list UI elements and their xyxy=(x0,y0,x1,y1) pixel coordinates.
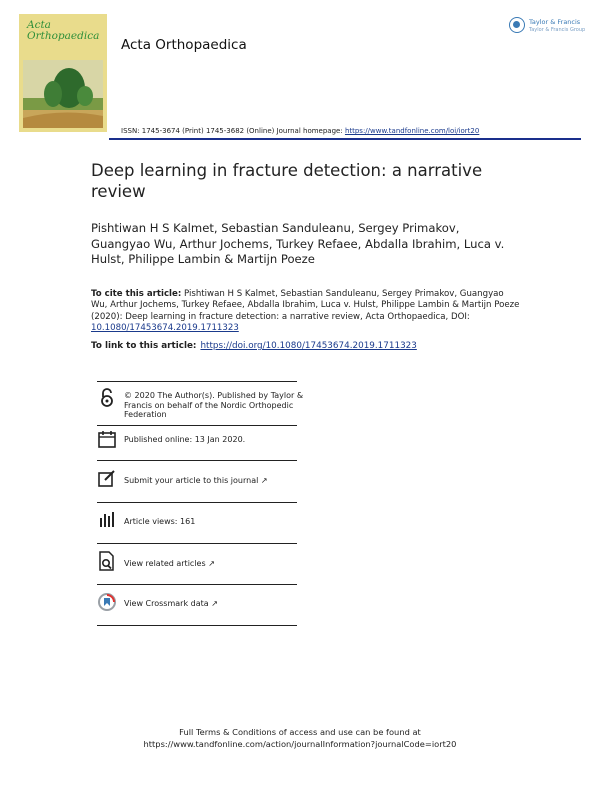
publisher-group: Taylor & Francis Group xyxy=(529,27,586,33)
journal-cover xyxy=(19,14,107,132)
citation-doi-link[interactable]: 10.1080/17453674.2019.1711323 xyxy=(91,323,239,334)
info-divider xyxy=(97,425,297,426)
article-authors: Pishtiwan H S Kalmet, Sebastian Sanduleanu, Sergey Primakov, Guangyao Wu, Arthur Jochems, Turkey Refaee, Abdalla Ibrahim, Luca v. Hulst, Philippe Lambin & Martijn Poeze xyxy=(91,221,505,266)
related-articles-icon xyxy=(97,551,117,571)
related-articles-link[interactable] xyxy=(124,559,215,569)
citation xyxy=(91,289,521,335)
calendar-icon xyxy=(97,429,117,449)
article-title: Deep learning in fracture detection: a narrative review xyxy=(91,161,483,201)
external-link-icon: ↗ xyxy=(208,559,215,568)
journal-title: Acta Orthopaedica xyxy=(121,37,247,53)
article-doi-url[interactable]: https://doi.org/10.1080/17453674.2019.1711323 xyxy=(200,341,417,351)
open-access-text: © 2020 The Author(s). Published by Taylor & Francis on behalf of the Nordic Orthopedic Federation xyxy=(124,391,304,419)
citation-label: To cite this article: xyxy=(91,289,182,299)
published-date: Published online: 13 Jan 2020. xyxy=(124,435,246,444)
related-articles-text: View related articles xyxy=(124,559,206,568)
related-row[interactable] xyxy=(97,551,297,575)
submit-row[interactable] xyxy=(97,468,297,492)
external-link-icon: ↗ xyxy=(260,476,268,485)
header-divider xyxy=(109,138,581,140)
external-link-icon: ↗ xyxy=(211,599,218,608)
crossmark-text: View Crossmark data xyxy=(124,599,209,608)
open-access-lock-icon xyxy=(97,388,117,408)
views-row xyxy=(97,509,297,533)
published-row xyxy=(97,429,297,453)
info-divider xyxy=(97,460,297,461)
footer-terms-link[interactable]: https://www.tandfonline.com/action/journalInformation?journalCode=iort20 xyxy=(143,739,457,749)
journal-homepage-link[interactable]: https://www.tandfonline.com/loi/iort20 xyxy=(344,127,480,135)
crossmark-link[interactable] xyxy=(124,599,218,609)
cover-painting xyxy=(23,60,103,128)
issn-line xyxy=(121,127,479,135)
submit-article-text: Submit your article to this journal xyxy=(124,476,259,485)
info-divider xyxy=(97,625,297,626)
cover-title-line2: Orthopaedica xyxy=(27,30,100,42)
bar-chart-icon xyxy=(97,509,117,529)
footer xyxy=(0,726,600,750)
footer-terms-text: Full Terms & Conditions of access and use can be found at xyxy=(179,727,421,737)
info-divider xyxy=(97,381,297,382)
info-divider xyxy=(97,543,297,544)
article-views: Article views: 161 xyxy=(124,517,196,526)
edit-icon xyxy=(97,468,117,488)
crossmark-icon xyxy=(97,592,117,612)
open-access-row xyxy=(97,387,304,423)
publisher-logo-icon xyxy=(509,17,525,33)
article-link-line xyxy=(91,341,417,351)
citation-text: Pishtiwan H S Kalmet, Sebastian Sanduleanu, Sergey Primakov, Guangyao Wu, Arthur Jochems, Turkey Refaee, Abdalla Ibrahim, Luca v. Hulst, Philippe Lambin & Martijn Poeze (2020): Deep learning in fracture detection: a narrative review, Acta Orthopaedica, DOI: xyxy=(91,289,520,322)
submit-article-link[interactable] xyxy=(124,476,268,486)
article-link-label: To link to this article: xyxy=(91,341,197,351)
issn-text: ISSN: 1745-3674 (Print) 1745-3682 (Online) Journal homepage: xyxy=(121,127,345,135)
cover-title-line1: Acta xyxy=(27,19,51,31)
info-divider xyxy=(97,502,297,503)
crossmark-row[interactable] xyxy=(97,592,297,616)
publisher-logo[interactable] xyxy=(509,16,589,40)
publisher-name: Taylor & Francis xyxy=(529,18,581,26)
info-divider xyxy=(97,584,297,585)
cover-title xyxy=(27,20,103,42)
